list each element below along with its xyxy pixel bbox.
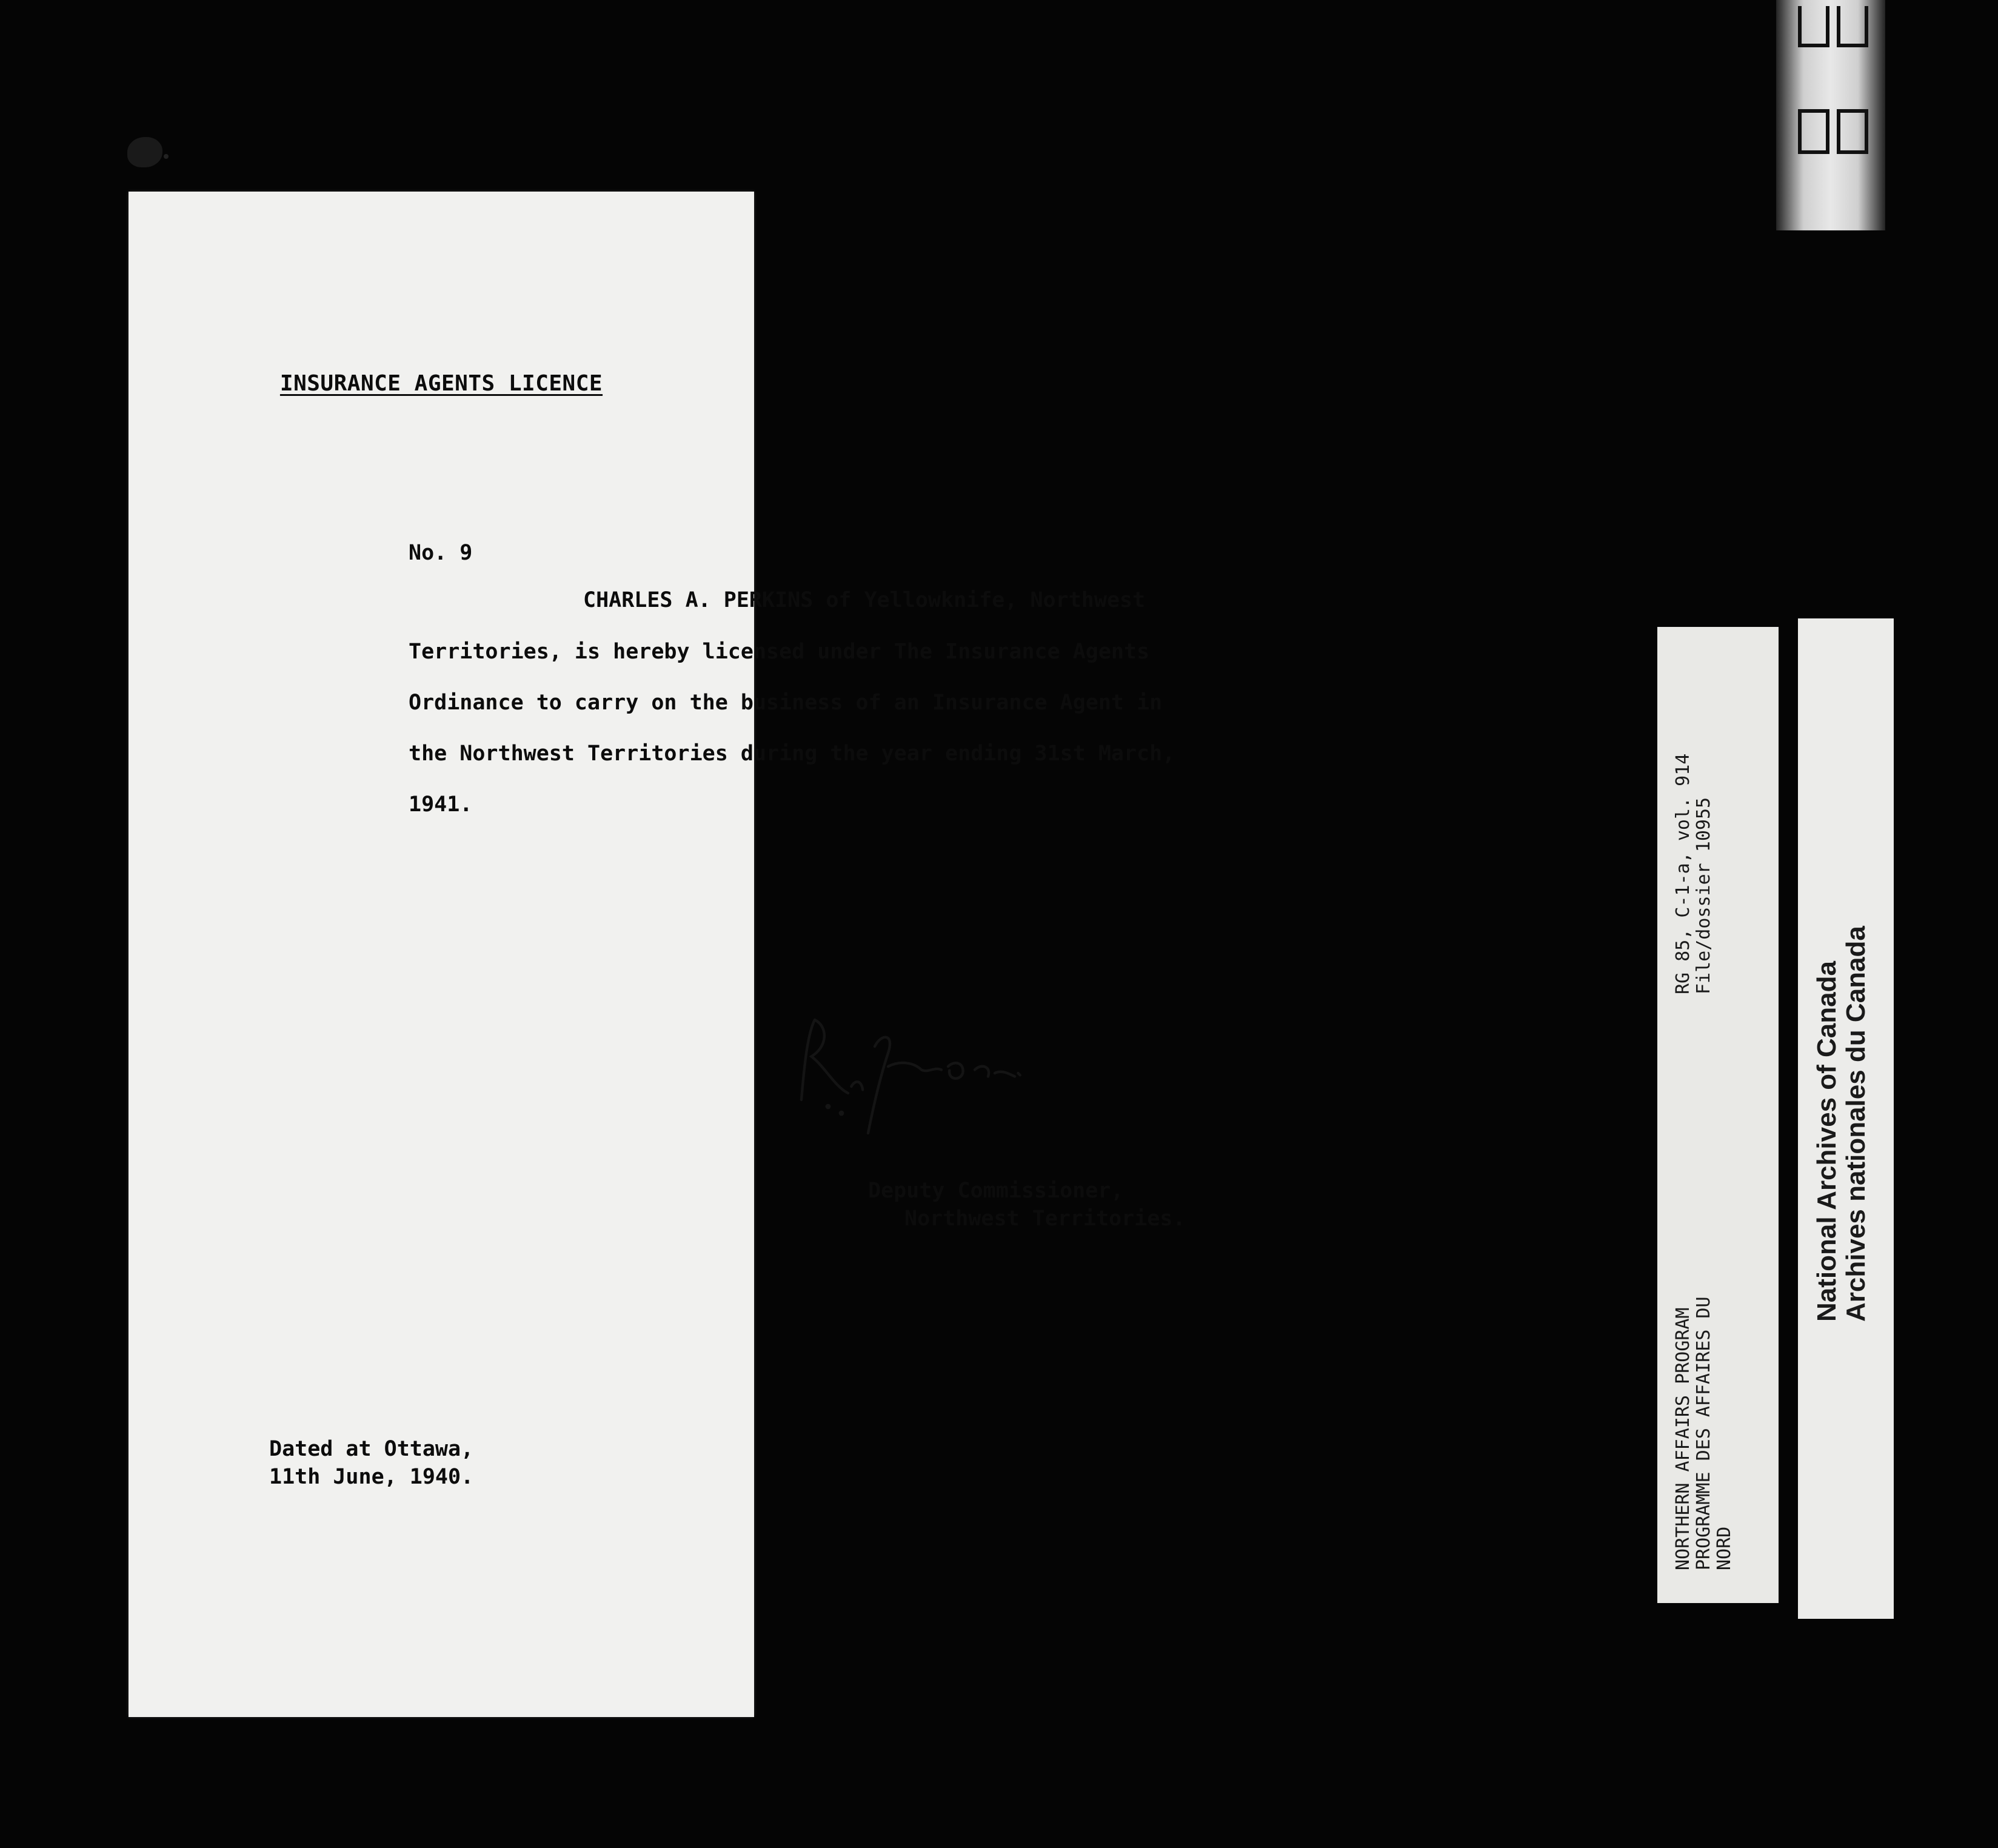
archive-institution [1813,926,1871,1322]
reference-line-2: File/dossier 10955 [1693,797,1714,994]
program-line-3: NORD [1714,1526,1735,1570]
ink-blot [127,137,162,167]
film-frame-mark [1798,6,1829,47]
institution-french: Archives nationales du Canada [1841,926,1871,1322]
licence-number: No. 9 [409,541,473,565]
ink-dot [164,154,169,159]
film-strip-edge [1776,0,1885,230]
archive-reference [1673,754,1714,994]
document-title: INSURANCE AGENTS LICENCE [279,371,603,396]
body-line-3: Ordinance to carry on the business of an Insurance Agent in [409,691,1163,715]
institution-english: National Archives of Canada [1812,961,1842,1322]
signatory-title: Deputy Commissioner, [868,1179,1124,1203]
film-frame-mark [1837,6,1868,47]
dated-date: 11th June, 1940. [269,1465,474,1489]
archive-program [1673,1296,1735,1570]
body-line-1: CHARLES A. PERKINS of Yellowknife, Northwest [583,588,1146,612]
body-line-2: Territories, is hereby licensed under The Insurance Agents [409,640,1150,664]
signatory-territory: Northwest Territories. [904,1207,1186,1231]
program-line-1: NORTHERN AFFAIRS PROGRAM [1672,1307,1694,1570]
body-line-5: 1941. [409,792,473,817]
dated-place: Dated at Ottawa, [269,1437,474,1461]
film-frame-mark [1798,109,1829,154]
film-frame-mark [1837,109,1868,154]
signature [788,1006,1055,1140]
reference-line-1: RG 85, C-1-a, vol. 914 [1672,753,1694,994]
program-line-2: PROGRAMME DES AFFAIRES DU [1693,1296,1714,1570]
body-line-4: the Northwest Territories during the year ending 31st March, [409,742,1175,766]
